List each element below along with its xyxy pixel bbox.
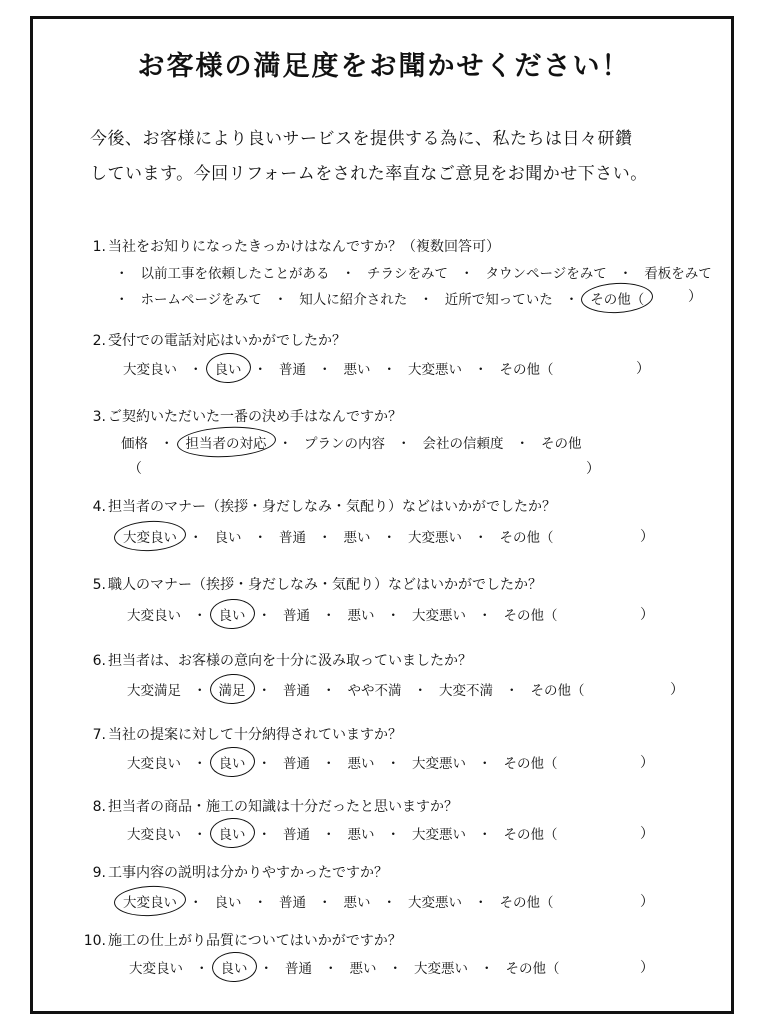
question-10 [76, 930, 402, 950]
answer-option[interactable]: 良い [216, 752, 249, 772]
answer-option[interactable]: 大変悪い [408, 362, 462, 378]
bullet-separator: ・ [193, 608, 207, 624]
answer-option[interactable]: 知人に紹介された [299, 292, 408, 308]
answer-option[interactable]: 大変悪い [412, 756, 466, 772]
bullet-separator: ・ [474, 895, 488, 911]
answer-option[interactable]: 普通 [283, 608, 310, 624]
answer-option[interactable]: やや不満 [347, 683, 402, 699]
answer-option[interactable]: その他 [541, 436, 582, 452]
answer-option[interactable]: その他（ [499, 362, 554, 378]
answer-option[interactable]: 大変悪い [408, 895, 462, 911]
intro-line-2: しています。今回リフォームをされた率直なご意見をお聞かせ下さい。 [90, 164, 648, 184]
answer-option[interactable]: 近所で知っていた [444, 292, 553, 308]
question-text: 担当者は、お客様の意向を十分に汲み取っていましたか？ [108, 653, 472, 669]
bullet-separator: ・ [189, 895, 203, 911]
answer-option[interactable]: 大変良い [120, 526, 180, 546]
close-paren: ） [640, 826, 654, 842]
bullet-separator: ・ [193, 756, 207, 772]
close-paren: ） [640, 960, 654, 976]
answer-option[interactable]: 大変悪い [412, 608, 466, 624]
bullet-separator: ・ [478, 608, 492, 624]
bullet-separator: ・ [322, 827, 336, 843]
question-number: 1. [92, 239, 106, 255]
option-row [124, 752, 561, 772]
answer-option[interactable]: 普通 [283, 683, 310, 699]
bullet-separator: ・ [388, 961, 402, 977]
bullet-separator: ・ [413, 683, 427, 699]
option-row [106, 262, 715, 282]
answer-option[interactable]: 担当者の対応 [183, 432, 270, 452]
question-text: 担当者の商品・施工の知識は十分だったと思いますか？ [108, 799, 458, 815]
bullet-separator: ・ [193, 683, 207, 699]
close-paren: ） [670, 682, 684, 698]
open-paren: （ [128, 461, 142, 477]
bullet-separator: ・ [564, 292, 579, 308]
option-row [106, 288, 647, 308]
bullet-separator: ・ [273, 292, 288, 308]
answer-option[interactable]: 大変満足 [127, 683, 181, 699]
close-paren: ） [640, 894, 654, 910]
question-number: 5. [92, 577, 106, 593]
answer-option[interactable]: ホームページをみて [140, 292, 262, 308]
answer-option[interactable]: 悪い [349, 961, 377, 977]
option-row [124, 679, 588, 699]
answer-option[interactable]: 大変良い [129, 961, 183, 977]
answer-option[interactable]: 悪い [343, 530, 371, 546]
answer-option[interactable]: その他（ [499, 530, 554, 546]
answer-option[interactable]: その他（ [503, 756, 558, 772]
bullet-separator: ・ [257, 683, 271, 699]
bullet-separator: ・ [419, 292, 433, 308]
bullet-separator: ・ [253, 362, 267, 378]
bullet-separator: ・ [115, 292, 129, 308]
bullet-separator: ・ [382, 895, 396, 911]
bullet-separator: ・ [382, 530, 396, 546]
answer-option[interactable]: 良い [214, 895, 242, 911]
bullet-separator: ・ [259, 961, 273, 977]
answer-option[interactable]: その他（ [499, 895, 554, 911]
answer-option[interactable]: 良い [216, 604, 249, 624]
question-text: 当社の提案に対して十分納得されていますか？ [108, 727, 402, 743]
bullet-separator: ・ [382, 362, 396, 378]
bullet-separator: ・ [478, 827, 492, 843]
question-4 [76, 496, 556, 516]
answer-option[interactable]: 悪い [343, 895, 371, 911]
close-paren: ） [640, 755, 654, 771]
answer-option[interactable]: 普通 [279, 362, 306, 378]
answer-option[interactable]: 悪い [343, 362, 371, 378]
question-3 [76, 406, 402, 426]
answer-option[interactable]: 以前工事を依頼したことがある [140, 266, 330, 282]
answer-option[interactable]: 大変良い [120, 891, 180, 911]
question-text: 工事内容の説明は分かりやすかったですか？ [108, 865, 388, 881]
answer-option[interactable]: 普通 [283, 827, 310, 843]
answer-option[interactable]: 良い [212, 358, 245, 378]
question-7 [76, 724, 402, 744]
bullet-separator: ・ [324, 961, 338, 977]
option-row [120, 526, 557, 546]
bullet-separator: ・ [115, 266, 129, 282]
question-number: 9. [92, 865, 106, 881]
answer-option[interactable]: 普通 [279, 895, 306, 911]
answer-option[interactable]: 看板をみて [644, 266, 712, 282]
question-number: 7. [92, 727, 106, 743]
answer-option[interactable]: 大変悪い [412, 827, 466, 843]
bullet-separator: ・ [322, 756, 336, 772]
close-paren: ） [688, 289, 702, 305]
close-paren: ） [636, 361, 650, 377]
page-title: お客様の満足度をお聞かせください！ [137, 51, 631, 82]
bullet-separator: ・ [322, 608, 336, 624]
answer-option[interactable]: その他（ [587, 288, 647, 308]
question-text: 当社をお知りになったきっかけはなんですか？（複数回答可） [108, 239, 500, 255]
question-number: 6. [92, 653, 106, 669]
question-number: 8. [92, 799, 106, 815]
close-paren: ） [640, 607, 654, 623]
answer-option[interactable]: 普通 [285, 961, 312, 977]
question-text: 受付での電話対応はいかがでしたか？ [108, 333, 346, 349]
bullet-separator: ・ [474, 362, 488, 378]
question-text: 担当者のマナー（挨拶・身だしなみ・気配り）などはいかがでしたか？ [108, 499, 556, 515]
answer-option[interactable]: 会社の信頼度 [422, 436, 504, 452]
bullet-separator: ・ [278, 436, 292, 452]
bullet-separator: ・ [189, 530, 203, 546]
question-2 [76, 330, 346, 350]
question-text: 施工の仕上がり品質についてはいかがですか？ [108, 933, 402, 949]
question-5 [76, 574, 542, 594]
question-1 [76, 236, 500, 256]
answer-option[interactable]: 良い [218, 957, 251, 977]
option-row [120, 891, 557, 911]
bullet-separator: ・ [257, 827, 271, 843]
answer-option[interactable]: その他（ [530, 683, 585, 699]
answer-option[interactable]: タウンページをみて [485, 266, 607, 282]
bullet-separator: ・ [257, 608, 271, 624]
answer-option[interactable]: プランの内容 [304, 436, 385, 452]
bullet-separator: ・ [322, 683, 336, 699]
bullet-separator: ・ [505, 683, 519, 699]
answer-option[interactable]: 普通 [279, 530, 306, 546]
bullet-separator: ・ [318, 362, 332, 378]
bullet-separator: ・ [341, 266, 355, 282]
option-row [120, 358, 557, 378]
bullet-separator: ・ [515, 436, 529, 452]
bullet-separator: ・ [253, 895, 267, 911]
bullet-separator: ・ [478, 756, 492, 772]
bullet-separator: ・ [189, 362, 203, 378]
bullet-separator: ・ [386, 827, 400, 843]
answer-option[interactable]: 良い [216, 823, 249, 843]
answer-option[interactable]: 大変不満 [439, 683, 493, 699]
bullet-separator: ・ [460, 266, 474, 282]
close-paren: ） [586, 461, 600, 477]
bullet-separator: ・ [318, 895, 332, 911]
question-text: ご契約いただいた一番の決め手はなんですか？ [108, 409, 402, 425]
bullet-separator: ・ [160, 436, 174, 452]
answer-option[interactable]: 大変良い [127, 827, 181, 843]
bullet-separator: ・ [318, 530, 332, 546]
option-row [118, 432, 585, 452]
bullet-separator: ・ [397, 436, 411, 452]
bullet-separator: ・ [386, 756, 400, 772]
answer-option[interactable]: その他（ [503, 827, 558, 843]
answer-option[interactable]: 大変良い [127, 756, 181, 772]
answer-option[interactable]: 大変悪い [414, 961, 468, 977]
bullet-separator: ・ [193, 827, 207, 843]
question-number: 10. [83, 933, 106, 949]
bullet-separator: ・ [257, 756, 271, 772]
question-8 [76, 796, 458, 816]
question-number: 2. [92, 333, 106, 349]
bullet-separator: ・ [253, 530, 267, 546]
option-row [124, 823, 561, 843]
answer-option[interactable]: その他（ [505, 961, 560, 977]
question-number: 4. [92, 499, 106, 515]
answer-option[interactable]: 普通 [283, 756, 310, 772]
bullet-separator: ・ [474, 530, 488, 546]
close-paren: ） [640, 529, 654, 545]
answer-option[interactable]: 悪い [347, 827, 375, 843]
question-9 [76, 862, 388, 882]
intro-line-1: 今後、お客様により良いサービスを提供する為に、私たちは日々研鑽 [90, 129, 633, 149]
answer-option[interactable]: 大変良い [123, 362, 177, 378]
answer-option[interactable]: チラシをみて [367, 266, 448, 282]
answer-option[interactable]: 良い [214, 530, 242, 546]
question-text: 職人のマナー（挨拶・身だしなみ・気配り）などはいかがでしたか？ [108, 577, 542, 593]
answer-option[interactable]: 悪い [347, 608, 375, 624]
option-row [124, 604, 561, 624]
answer-option[interactable]: 満足 [216, 679, 249, 699]
answer-option[interactable]: 大変悪い [408, 530, 462, 546]
answer-option[interactable]: その他（ [503, 608, 558, 624]
question-6 [76, 650, 472, 670]
answer-option[interactable]: 悪い [347, 756, 375, 772]
bullet-separator: ・ [480, 961, 494, 977]
option-row [126, 957, 563, 977]
question-number: 3. [92, 409, 106, 425]
answer-option[interactable]: 価格 [121, 436, 148, 452]
bullet-separator: ・ [618, 266, 633, 282]
bullet-separator: ・ [386, 608, 400, 624]
answer-option[interactable]: 大変良い [127, 608, 181, 624]
bullet-separator: ・ [195, 961, 209, 977]
